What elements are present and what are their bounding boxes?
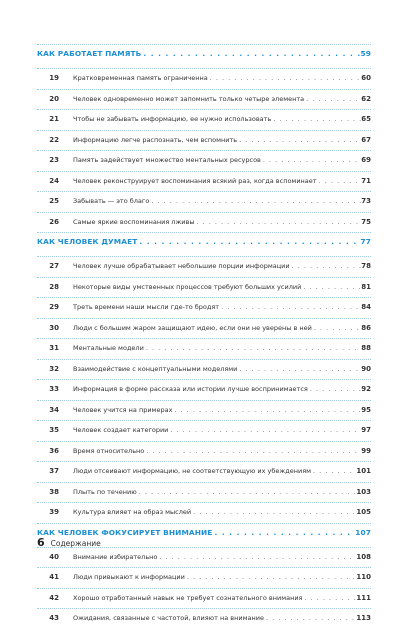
entry-title: Культура влияет на образ мыслей <box>73 508 192 516</box>
dot-leader <box>290 257 362 277</box>
dot-leader <box>137 483 357 503</box>
toc-entry[interactable] <box>37 442 371 462</box>
section-heading[interactable] <box>37 45 371 68</box>
entry-title: Забывать — это благо <box>73 197 150 205</box>
dot-leader <box>317 172 362 192</box>
entry-title: Человек реконструирует воспоминания всякий раз, когда вспоминает <box>73 176 317 185</box>
dot-leader <box>312 319 361 339</box>
entry-title: Люди привыкают к информации <box>73 573 185 581</box>
toc-entry[interactable] <box>37 339 371 359</box>
entry-number: 38 <box>49 487 59 496</box>
entry-title: Память задействует множество ментальных ресурсов <box>73 156 261 164</box>
entry-page-number: 75 <box>361 217 371 226</box>
entry-page-number: 99 <box>361 446 371 455</box>
entry-number: 29 <box>49 303 59 311</box>
dot-leader <box>195 213 362 233</box>
dot-leader <box>168 421 361 441</box>
dot-leader <box>137 237 360 246</box>
entry-title: Хорошо отработанный навык не требует сознательного внимания <box>73 593 303 602</box>
entry-number: 43 <box>49 614 59 622</box>
entry-title: Информация в форме рассказа или истории лучше воспринимается <box>73 385 308 393</box>
dot-leader <box>304 90 361 110</box>
entry-number: 40 <box>49 552 59 561</box>
dot-leader <box>271 110 361 130</box>
entry-page-number: 90 <box>361 364 371 373</box>
dot-leader <box>172 401 361 421</box>
entry-page-number: 78 <box>361 262 371 270</box>
dot-leader <box>141 49 360 58</box>
footer-page-number: 6 <box>37 536 45 549</box>
toc-entry[interactable] <box>37 192 371 212</box>
entry-number: 19 <box>49 74 59 82</box>
toc-entry[interactable] <box>37 90 371 110</box>
entry-title: Самые яркие воспоминания лживы <box>73 217 195 226</box>
toc-entry[interactable] <box>37 298 371 318</box>
entry-title: Время относительно <box>73 446 145 455</box>
entry-page-number: 111 <box>356 593 371 602</box>
dot-leader <box>208 69 361 89</box>
dot-leader <box>219 298 361 318</box>
entry-page-number: 84 <box>361 303 371 311</box>
entry-page-number: 113 <box>356 614 371 622</box>
dot-leader <box>264 609 356 629</box>
dot-leader <box>237 360 361 380</box>
dot-leader <box>237 131 361 151</box>
dot-leader <box>302 589 356 609</box>
entry-number: 35 <box>49 426 59 434</box>
toc-entry[interactable] <box>37 462 371 482</box>
toc-entry[interactable] <box>37 589 371 609</box>
entry-title: Ожидания, связанные с частотой, влияют на внимание <box>73 614 264 622</box>
entry-number: 30 <box>49 323 59 332</box>
entry-title: Человек создает категории <box>73 426 169 434</box>
entry-page-number: 95 <box>361 405 371 414</box>
entry-number: 41 <box>49 573 59 581</box>
entry-number: 32 <box>49 364 59 373</box>
toc-entry[interactable] <box>37 278 371 298</box>
entry-number: 34 <box>49 405 59 414</box>
dot-leader <box>308 380 361 400</box>
toc-entry[interactable] <box>37 69 371 89</box>
entry-number: 39 <box>49 508 59 516</box>
toc-entry[interactable] <box>37 257 371 277</box>
entry-number: 21 <box>49 115 59 123</box>
entry-number: 26 <box>49 217 59 226</box>
entry-title: Внимание избирательно <box>73 552 158 561</box>
section-page-number: 107 <box>355 527 371 537</box>
toc-entry[interactable] <box>37 548 371 568</box>
footer-label: Содержание <box>50 539 101 548</box>
entry-title: Люди отсеивают информацию, не соответствующую их убеждениям <box>73 467 312 475</box>
section-title: КАК РАБОТАЕТ ПАМЯТЬ <box>37 49 142 58</box>
entry-title: Человек учится на примерах <box>73 405 173 414</box>
dot-leader <box>311 462 356 482</box>
entry-number: 42 <box>49 593 59 602</box>
entry-page-number: 105 <box>356 508 371 516</box>
toc-entry[interactable] <box>37 360 371 380</box>
entry-title: Ментальные модели <box>73 344 144 352</box>
entry-title: Треть времени наши мысли где-то бродят <box>73 303 220 311</box>
entry-page-number: 81 <box>361 282 371 291</box>
entry-page-number: 67 <box>361 135 371 144</box>
toc-entry[interactable] <box>37 213 371 233</box>
entry-number: 24 <box>49 176 59 185</box>
toc-entry[interactable] <box>37 172 371 192</box>
toc-entry[interactable] <box>37 609 371 629</box>
entry-number: 31 <box>49 344 59 352</box>
entry-title: Взаимодействие с концептуальными моделями <box>73 364 238 373</box>
dot-leader <box>149 192 361 212</box>
entry-page-number: 86 <box>361 323 371 332</box>
entry-page-number: 108 <box>356 552 371 561</box>
section-title: КАК ЧЕЛОВЕК ДУМАЕТ <box>37 237 138 246</box>
toc-entry[interactable] <box>37 483 371 503</box>
entry-page-number: 65 <box>361 115 371 123</box>
entry-page-number: 101 <box>356 467 371 475</box>
entry-title: Человек лучше обрабатывает небольшие порции информации <box>73 262 290 270</box>
entry-number: 33 <box>49 385 59 393</box>
toc-entry[interactable] <box>37 131 371 151</box>
dot-leader <box>157 548 356 568</box>
entry-title: Информацию легче распознать, чем вспомнить <box>73 135 238 144</box>
toc-entry[interactable] <box>37 503 371 523</box>
entry-number: 20 <box>49 94 59 103</box>
dot-leader <box>261 151 361 171</box>
entry-page-number: 73 <box>361 197 371 205</box>
dot-leader <box>212 528 355 537</box>
dot-leader <box>301 278 361 298</box>
dot-leader <box>191 503 356 523</box>
toc-entry[interactable] <box>37 151 371 171</box>
entry-number: 25 <box>49 197 59 205</box>
toc-entry[interactable] <box>37 380 371 400</box>
entry-title: Плыть по течению <box>73 487 137 496</box>
page-footer <box>37 536 101 549</box>
toc-entry[interactable] <box>37 421 371 441</box>
entry-title: Кратковременная память ограниченна <box>73 74 208 82</box>
dot-leader <box>144 442 361 462</box>
toc-entry[interactable] <box>37 110 371 130</box>
entry-page-number: 103 <box>356 487 371 496</box>
dot-leader <box>144 339 361 359</box>
entry-number: 36 <box>49 446 59 455</box>
entry-page-number: 92 <box>361 385 371 393</box>
entry-title: Некоторые виды умственных процессов требуют больших усилий <box>73 282 302 291</box>
entry-page-number: 62 <box>361 94 371 103</box>
entry-page-number: 97 <box>361 426 371 434</box>
toc-entry[interactable] <box>37 319 371 339</box>
section-heading[interactable] <box>37 233 371 256</box>
entry-number: 23 <box>49 156 59 164</box>
entry-number: 27 <box>49 262 59 270</box>
entry-title: Люди с большим жаром защищают идею, если они не уверены в ней <box>73 323 312 332</box>
entry-page-number: 88 <box>361 344 371 352</box>
toc-entry[interactable] <box>37 401 371 421</box>
section-page-number: 59 <box>360 49 371 58</box>
entry-page-number: 60 <box>361 74 371 82</box>
entry-page-number: 110 <box>356 573 371 581</box>
entry-number: 37 <box>49 467 59 475</box>
entry-page-number: 69 <box>361 156 371 164</box>
entry-number: 22 <box>49 135 59 144</box>
entry-number: 28 <box>49 282 59 291</box>
entry-title: Чтобы не забывать информацию, ее нужно использовать <box>73 115 272 123</box>
section-page-number: 77 <box>360 237 371 246</box>
section-title: КАК ЧЕЛОВЕК ФОКУСИРУЕТ ВНИМАНИЕ <box>37 527 213 537</box>
entry-title: Человек одновременно может запомнить только четыре элемента <box>73 94 305 103</box>
entry-page-number: 71 <box>361 176 371 185</box>
